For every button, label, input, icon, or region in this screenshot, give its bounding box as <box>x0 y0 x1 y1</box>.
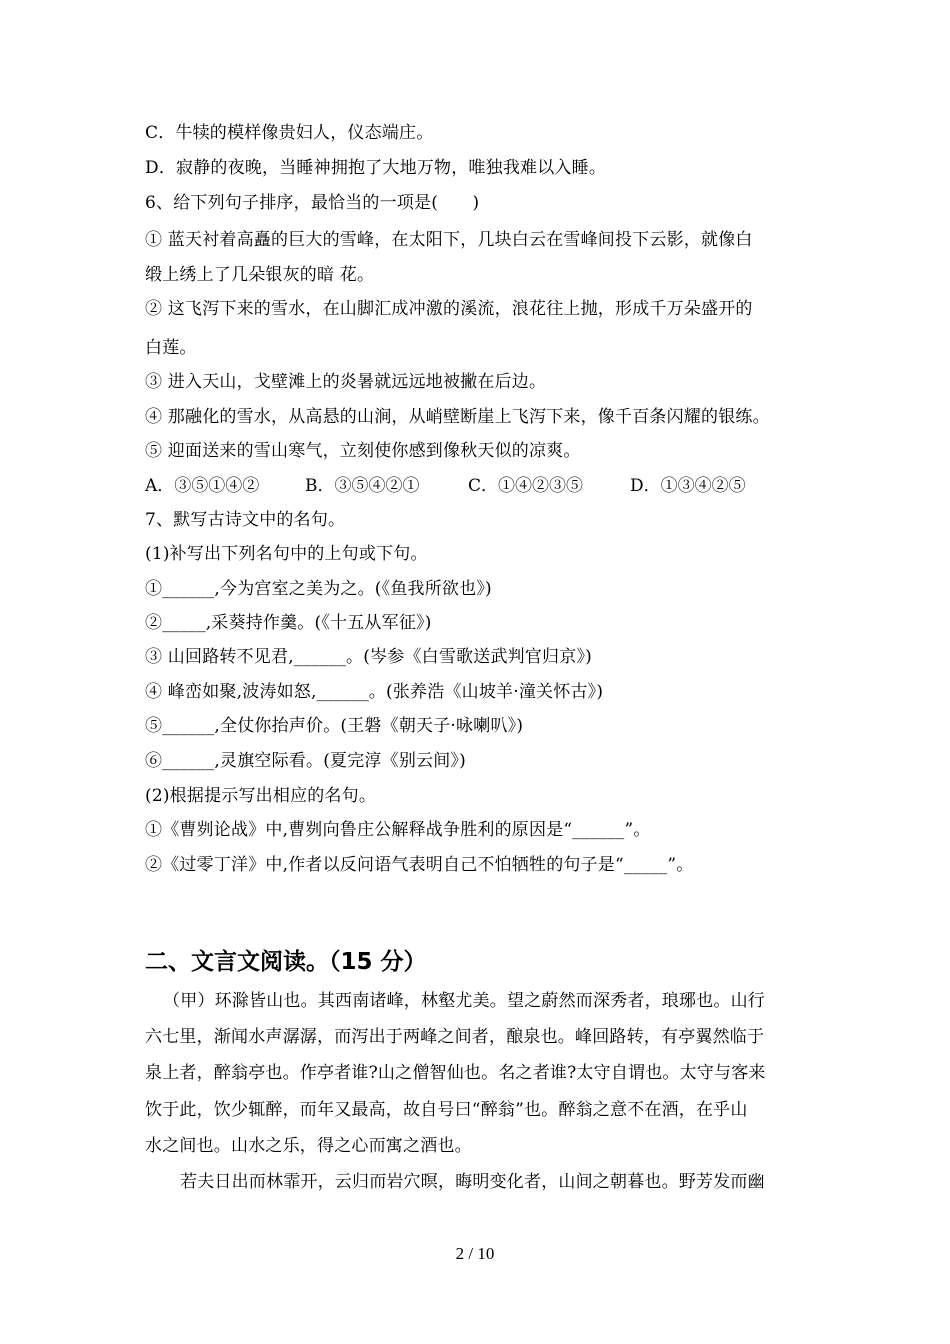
option-c-line: C．牛犊的模样像贵妇人，仪态端庄。 <box>145 123 434 143</box>
fill-blank-2: ②_____,采葵持作羹。(《十五从军征》) <box>145 613 432 633</box>
fill-blank-5: ⑤______,全仗你抬声价。(王磐《朝天子·咏喇叭》) <box>145 716 524 736</box>
option-a: A．③⑤①④② <box>145 476 260 496</box>
option-b: B．③⑤④②① <box>305 476 420 496</box>
sentence-1-line-1: ① 蓝天衬着高矗的巨大的雪峰，在太阳下，几块白云在雪峰间投下云影，就像白 <box>145 230 753 250</box>
fill-blank-1: ①______,今为宫室之美为之。(《鱼我所欲也》) <box>145 579 492 599</box>
fill-blank-6: ⑥______,灵旗空际看。(夏完淳《别云间》) <box>145 751 466 771</box>
sentence-5: ⑤ 迎面送来的雪山寒气，立刻使你感到像秋天似的凉爽。 <box>145 441 581 461</box>
fill-blank-4: ④ 峰峦如聚,波涛如怒,______。(张养浩《山坡羊·潼关怀古》) <box>145 682 604 702</box>
passage-line-5: 水之间也。山水之乐，得之心而寓之酒也。 <box>145 1136 472 1156</box>
question-6-title: 6、给下列句子排序，最恰当的一项是( ) <box>145 193 480 213</box>
prompt-recall-2: ②《过零丁洋》中,作者以反问语气表明自己不怕牺牲的句子是“_____”。 <box>145 855 694 875</box>
section-heading: 二、文言文阅读。（15 分） <box>145 949 427 975</box>
page-number: 2 / 10 <box>455 1244 495 1263</box>
sentence-1-line-2: 缎上绣上了几朵银灰的暗 花。 <box>145 265 375 285</box>
sentence-2-line-2: 白莲。 <box>145 338 197 358</box>
question-7-title: 7、默写古诗文中的名句。 <box>145 510 346 530</box>
sentence-4: ④ 那融化的雪水，从高悬的山涧，从峭壁断崖上飞泻下来，像千百条闪耀的银练。 <box>145 407 770 427</box>
passage-line-2: 六七里，渐闻水声潺潺，而泻出于两峰之间者，酿泉也。峰回路转，有亭翼然临于 <box>145 1027 765 1047</box>
sentence-2-line-1: ② 这飞泻下来的雪水，在山脚汇成冲激的溪流，浪花往上抛，形成千万朵盛开的 <box>145 299 753 319</box>
passage-line-3: 泉上者，醉翁亭也。作亭者谁?山之僧智仙也。名之者谁?太守自谓也。太守与客来 <box>145 1063 766 1083</box>
question-6-options <box>145 475 825 497</box>
fill-blank-3: ③ 山回路转不见君,______。(岑参《白雪歌送武判官归京》) <box>145 647 592 667</box>
passage-line-6: 若夫日出而林霏开，云归而岩穴暝，晦明变化者，山间之朝暮也。野芳发而幽 <box>180 1172 765 1192</box>
sentence-3: ③ 进入天山，戈壁滩上的炎暑就远远地被撇在后边。 <box>145 372 547 392</box>
prompt-recall-1: ①《曹刿论战》中,曹刿向鲁庄公解释战争胜利的原因是“______”。 <box>145 820 651 840</box>
question-7-part-2-title: (2)根据提示写出相应的名句。 <box>145 786 377 806</box>
passage-line-4: 饮于此，饮少辄醉，而年又最高，故自号曰“醉翁”也。醉翁之意不在酒，在乎山 <box>145 1100 748 1120</box>
option-d-line: D．寂静的夜晚，当睡神拥抱了大地万物，唯独我难以入睡。 <box>145 158 607 178</box>
option-d: D．①③④②⑤ <box>630 476 746 496</box>
passage-line-1: （甲）环滁皆山也。其西南诸峰，林壑尤美。望之蔚然而深秀者，琅琊也。山行 <box>163 991 765 1011</box>
option-c: C．①④②③⑤ <box>468 476 584 496</box>
question-7-part-1-title: (1)补写出下列名句中的上句或下句。 <box>145 544 428 564</box>
